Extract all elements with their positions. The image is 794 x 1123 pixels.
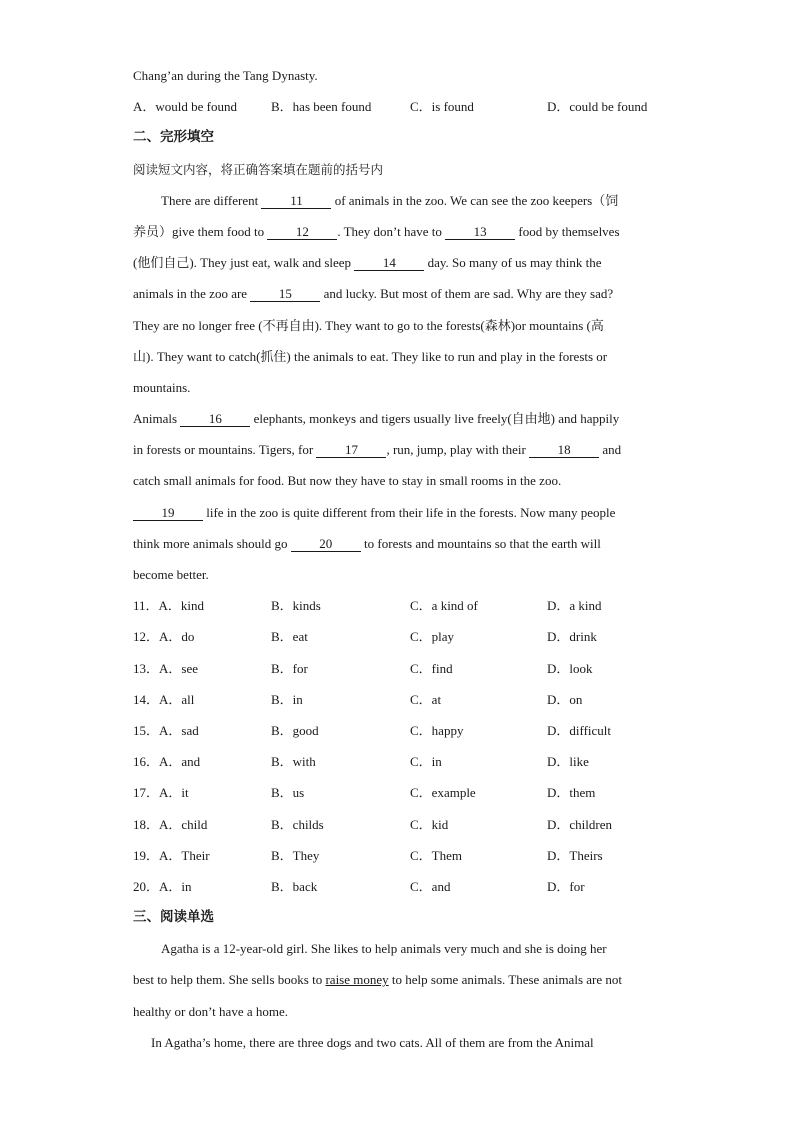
passage-line: 山). They want to catch(抓住) the animals to eat. They like to run and play in the forests or <box>133 348 608 364</box>
blank-12: 12 <box>267 224 337 240</box>
option-d: D．like <box>547 754 589 770</box>
option-b: B．They <box>271 847 320 863</box>
option-d: D．drink <box>547 629 597 645</box>
option-d: D．Theirs <box>547 847 603 863</box>
option-a: 17．A．it <box>133 785 189 801</box>
passage-line: 19 life in the zoo is quite different from their life in the forests. Now many people <box>133 497 663 528</box>
document-page <box>133 60 663 1058</box>
section2-title: 二、完形填空 <box>133 129 214 146</box>
option-c: C．and <box>410 878 451 894</box>
question-row <box>133 590 663 621</box>
option-c: C．in <box>410 754 442 770</box>
question-row <box>133 715 663 746</box>
passage-line: mountains. <box>133 379 191 395</box>
option-b: B．good <box>271 722 319 738</box>
q10-option-c: C．is found <box>410 99 474 115</box>
option-c: C．play <box>410 629 455 645</box>
q10-option-d: D．could be found <box>547 99 648 115</box>
passage-line: There are different 11 of animals in the zoo. We can see the zoo keepers（饲 <box>161 192 619 208</box>
question-row <box>133 746 663 777</box>
option-b: B．us <box>271 785 305 801</box>
blank-20: 20 <box>291 536 361 552</box>
section2-instruction: 阅读短文内容，将正确答案填在题前的括号内 <box>133 161 384 177</box>
q10-option-a: A．would be found <box>133 99 237 115</box>
option-b: B．kinds <box>271 598 321 614</box>
passage-line: Animals 16 elephants, monkeys and tigers usually live freely(自由地) and happily <box>133 411 620 427</box>
option-b: B．eat <box>271 629 308 645</box>
reading-line: In Agatha’s home, there are three dogs and two cats. All of them are from the Animal <box>151 1034 594 1050</box>
option-c: C．happy <box>410 722 464 738</box>
option-b: B．in <box>271 691 303 707</box>
option-a: 16．A．and <box>133 754 201 770</box>
reading-line: Agatha is a 12-year-old girl. She likes to help animals very much and she is doing her <box>161 941 607 957</box>
question-row <box>133 840 663 871</box>
passage-line: catch small animals for food. But now they have to stay in small rooms in the zoo. <box>133 473 562 489</box>
option-a: 18．A．child <box>133 816 208 832</box>
option-b: B．back <box>271 878 318 894</box>
option-c: C．kid <box>410 816 449 832</box>
option-d: D．difficult <box>547 722 612 738</box>
blank-18: 18 <box>529 442 599 458</box>
option-d: D．look <box>547 660 593 676</box>
option-c: C．at <box>410 691 442 707</box>
q10-options <box>133 91 663 122</box>
option-a: 20．A．in <box>133 878 192 894</box>
option-c: C．example <box>410 785 476 801</box>
question-row <box>133 621 663 652</box>
question-row <box>133 653 663 684</box>
option-d: D．children <box>547 816 612 832</box>
passage-line: (他们自己). They just eat, walk and sleep 14 day. So many of us may think the <box>133 255 602 271</box>
option-d: D．them <box>547 785 596 801</box>
option-a: 13．A．see <box>133 660 198 676</box>
passage-line: animals in the zoo are 15 and lucky. But most of them are sad. Why are they sad? <box>133 286 614 302</box>
option-d: D．for <box>547 878 585 894</box>
question-row <box>133 777 663 808</box>
passage-line: in forests or mountains. Tigers, for 17 , run, jump, play with their 18 and <box>133 442 622 458</box>
q10-stem-tail: Chang’an during the Tang Dynasty. <box>133 68 318 83</box>
question-row <box>133 684 663 715</box>
option-a: 19．A．Their <box>133 847 210 863</box>
blank-16: 16 <box>180 411 250 427</box>
option-b: B．childs <box>271 816 324 832</box>
reading-line: healthy or don’t have a home. <box>133 1003 288 1019</box>
option-a: 12．A．do <box>133 629 195 645</box>
option-b: B．for <box>271 660 308 676</box>
question-row <box>133 809 663 840</box>
option-c: C．a kind of <box>410 598 478 614</box>
section3-title: 三、阅读单选 <box>133 909 214 926</box>
q10-option-b: B．has been found <box>271 99 372 115</box>
option-d: D．a kind <box>547 598 602 614</box>
option-b: B．with <box>271 754 316 770</box>
blank-19: 19 <box>133 505 203 521</box>
blank-14: 14 <box>354 255 424 271</box>
blank-15: 15 <box>250 286 320 302</box>
passage-line: 养员）give them food to 12 . They don’t have to 13 food by themselves <box>133 223 620 239</box>
question-list <box>133 590 663 902</box>
passage-line: They are no longer free (不再自由). They want to go to the forests(森林)or mountains (高 <box>133 317 604 333</box>
question-row <box>133 871 663 902</box>
blank-13: 13 <box>445 224 515 240</box>
underlined-phrase: raise money <box>325 972 389 988</box>
option-a: 11．A．kind <box>133 598 205 614</box>
reading-line: best to help them. She sells books to raise money to help some animals. These animals are not <box>133 972 622 988</box>
option-c: C．Them <box>410 847 462 863</box>
option-c: C．find <box>410 660 453 676</box>
option-a: 14．A．all <box>133 691 195 707</box>
blank-11: 11 <box>261 193 331 209</box>
blank-17: 17 <box>316 442 386 458</box>
option-d: D．on <box>547 691 583 707</box>
passage-line: think more animals should go 20 to forests and mountains so that the earth will <box>133 535 601 551</box>
passage-line: become better. <box>133 567 209 582</box>
option-a: 15．A．sad <box>133 722 199 738</box>
